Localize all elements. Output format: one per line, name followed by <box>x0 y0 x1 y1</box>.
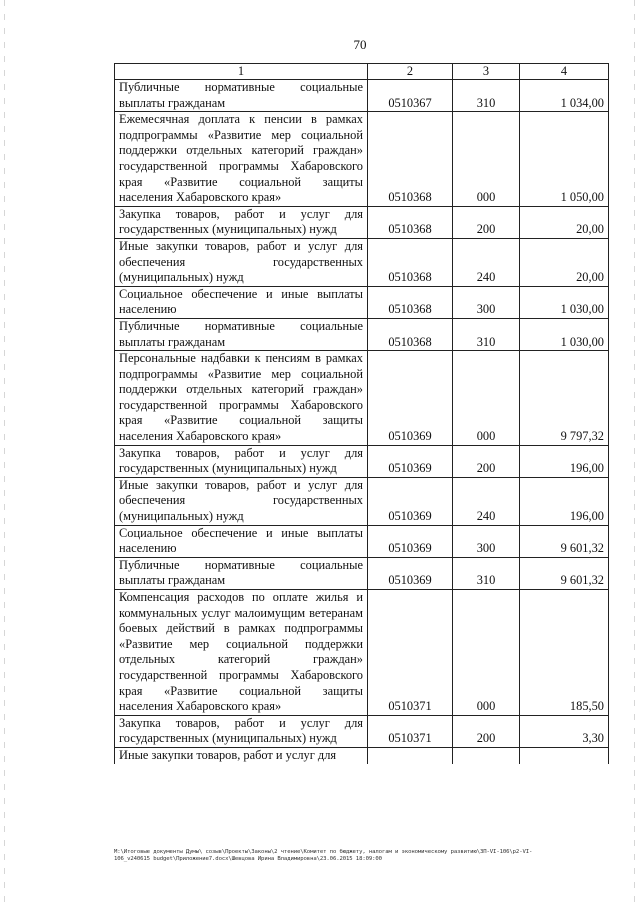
scan-edge-right <box>634 0 635 905</box>
table-row <box>115 590 609 716</box>
row-name-cell: Иные закупки товаров, работ и услуг для обеспечения государственных (муниципальных) нужд <box>115 238 368 286</box>
row-code-cell: 0510369 <box>368 525 453 557</box>
row-code-cell: 0510369 <box>368 557 453 589</box>
row-code-cell: 0510367 <box>368 80 453 112</box>
table-row <box>115 715 609 747</box>
row-amount-cell: 185,50 <box>520 590 609 716</box>
row-type-cell: 310 <box>453 557 520 589</box>
row-amount-cell: 20,00 <box>520 206 609 238</box>
row-type-cell: 300 <box>453 525 520 557</box>
row-amount-cell: 9 797,32 <box>520 351 609 446</box>
row-name-cell: Иные закупки товаров, работ и услуг для обеспечения государственных (муниципальных) нужд <box>115 477 368 525</box>
row-type-cell: 200 <box>453 206 520 238</box>
table-row <box>115 445 609 477</box>
row-code-cell: 0510368 <box>368 238 453 286</box>
row-type-cell: 310 <box>453 318 520 350</box>
row-code-cell: 0510368 <box>368 206 453 238</box>
row-code-cell: 0510369 <box>368 477 453 525</box>
table-row <box>115 477 609 525</box>
row-code-cell: 0510368 <box>368 318 453 350</box>
row-name-cell: Социальное обеспечение и иные выплаты населению <box>115 525 368 557</box>
row-name-cell: Персональные надбавки к пенсиям в рамках подпрограммы «Развитие мер социальной поддержки отдельных категорий граждан» государственной программы Хабаровского края «Развитие социальной защиты населения Хабаровского края» <box>115 351 368 446</box>
row-name-cell: Закупка товаров, работ и услуг для государственных (муниципальных) нужд <box>115 206 368 238</box>
row-code-cell: 0510368 <box>368 112 453 207</box>
scan-edge-left <box>4 0 5 905</box>
table-header-row <box>115 64 609 80</box>
row-code-cell <box>368 747 453 763</box>
row-code-cell: 0510368 <box>368 286 453 318</box>
row-amount-cell: 3,30 <box>520 715 609 747</box>
row-name-cell: Публичные нормативные социальные выплаты гражданам <box>115 557 368 589</box>
table-row <box>115 286 609 318</box>
column-header-code: 2 <box>368 64 453 80</box>
row-name-cell: Закупка товаров, работ и услуг для государственных (муниципальных) нужд <box>115 445 368 477</box>
file-path-line-2: 106_v240615 budget\Приложение7.docx\Шевцова Ирина Владимировна\23.06.2015 18:09:00 <box>114 856 382 862</box>
row-amount-cell: 1 030,00 <box>520 318 609 350</box>
table-row <box>115 351 609 446</box>
budget-table <box>114 63 609 764</box>
row-type-cell: 200 <box>453 445 520 477</box>
page-number: 70 <box>353 37 367 52</box>
row-name-cell: Иные закупки товаров, работ и услуг для <box>115 747 368 763</box>
row-name-cell: Социальное обеспечение и иные выплаты населению <box>115 286 368 318</box>
row-amount-cell: 20,00 <box>520 238 609 286</box>
row-amount-cell: 9 601,32 <box>520 525 609 557</box>
table-row <box>115 112 609 207</box>
row-type-cell: 000 <box>453 351 520 446</box>
file-path-footer <box>114 849 614 863</box>
row-amount-cell: 9 601,32 <box>520 557 609 589</box>
table-row <box>115 747 609 763</box>
row-code-cell: 0510371 <box>368 715 453 747</box>
table-row <box>115 318 609 350</box>
table-row <box>115 206 609 238</box>
row-type-cell: 240 <box>453 238 520 286</box>
row-type-cell: 300 <box>453 286 520 318</box>
row-amount-cell <box>520 747 609 763</box>
row-amount-cell: 1 030,00 <box>520 286 609 318</box>
row-type-cell: 000 <box>453 590 520 716</box>
table-row <box>115 557 609 589</box>
row-code-cell: 0510369 <box>368 445 453 477</box>
row-amount-cell: 196,00 <box>520 445 609 477</box>
column-header-amount: 4 <box>520 64 609 80</box>
row-amount-cell: 196,00 <box>520 477 609 525</box>
row-code-cell: 0510371 <box>368 590 453 716</box>
row-amount-cell: 1 034,00 <box>520 80 609 112</box>
column-header-type: 3 <box>453 64 520 80</box>
row-type-cell: 240 <box>453 477 520 525</box>
file-path-line-1: M:\Итоговые документы Думы\ созыв\Проекты\Законы\2 чтение\Комитет по бюджету, налогам и экономическому развитию\ЗП-VI-106\р2-VI- <box>114 849 533 855</box>
row-name-cell: Закупка товаров, работ и услуг для государственных (муниципальных) нужд <box>115 715 368 747</box>
table-body <box>115 80 609 764</box>
row-amount-cell: 1 050,00 <box>520 112 609 207</box>
row-type-cell: 310 <box>453 80 520 112</box>
table-row <box>115 80 609 112</box>
row-name-cell: Публичные нормативные социальные выплаты гражданам <box>115 318 368 350</box>
table-row <box>115 525 609 557</box>
table-row <box>115 238 609 286</box>
row-name-cell: Компенсация расходов по оплате жилья и коммунальных услуг малоимущим ветеранам боевых действий в рамках подпрограммы «Развитие мер социальной поддержки отдельных категорий граждан» государственной программы Хабаровского края «Развитие социальной защиты населения Хабаровского края» <box>115 590 368 716</box>
row-name-cell: Ежемесячная доплата к пенсии в рамках подпрограммы «Развитие мер социальной поддержки отдельных категорий граждан» государственной программы Хабаровского края «Развитие социальной защиты населения Хабаровского края» <box>115 112 368 207</box>
row-code-cell: 0510369 <box>368 351 453 446</box>
column-header-name: 1 <box>115 64 368 80</box>
row-type-cell: 000 <box>453 112 520 207</box>
row-type-cell <box>453 747 520 763</box>
row-type-cell: 200 <box>453 715 520 747</box>
row-name-cell: Публичные нормативные социальные выплаты гражданам <box>115 80 368 112</box>
